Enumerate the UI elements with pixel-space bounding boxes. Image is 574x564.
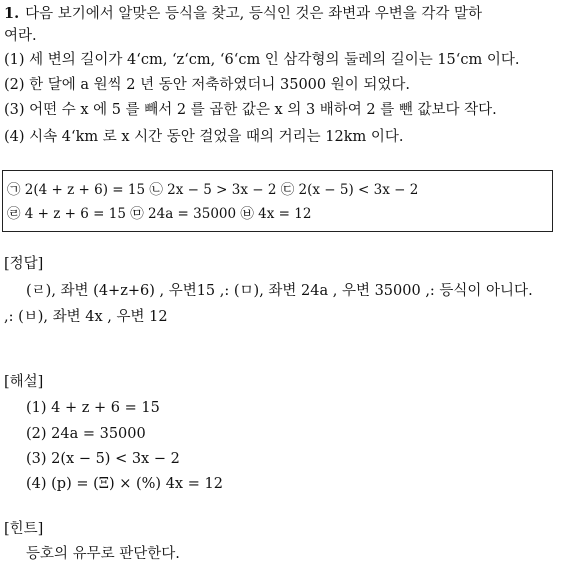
answer-line-2: ,: (ㅂ), 좌변 4x , 우변 12: [4, 309, 168, 325]
explanation-heading: [해설]: [4, 374, 44, 390]
answer-heading: [정답]: [4, 256, 44, 272]
choices-box: [2, 170, 553, 232]
explanation-item-2: (2) 24a = 35000: [26, 426, 146, 442]
hint-heading: [힌트]: [4, 521, 44, 537]
problem-item-3: (3) 어떤 수 x 에 5 를 빼서 2 를 곱한 값은 x 의 3 배하여 2 를 뺀 값보다 작다.: [4, 102, 497, 118]
explanation-item-1: (1) 4 + z + 6 = 15: [26, 400, 160, 416]
problem-stem-line1: [4, 4, 482, 24]
problem-item-2: (2) 한 달에 a 원씩 2 년 동안 저축하였더니 35000 원이 되었다.: [4, 77, 410, 93]
choices-row-2: ㉣ 4 + z + 6 = 15 ㉤ 24a = 35000 ㉥ 4x = 12: [7, 206, 312, 222]
problem-number: 1.: [4, 5, 20, 22]
answer-line-1: (ㄹ), 좌변 (4+z+6) , 우변15 ,: (ㅁ), 좌변 24a , 우변 35000 ,: 등식이 아니다.: [26, 283, 533, 299]
problem-stem-text: 다음 보기에서 알맞은 등식을 찾고, 등식인 것은 좌변과 우변을 각각 말하: [25, 6, 483, 22]
explanation-item-4: (4) (p) = (Ξ) × (%) 4x = 12: [26, 476, 223, 492]
problem-stem-line2: 여라.: [4, 28, 37, 44]
problem-item-4: (4) 시속 4‘km 로 x 시간 동안 걸었을 때의 거리는 12km 이다.: [4, 129, 404, 145]
choices-row-1: ㉠ 2(4 + z + 6) = 15 ㉡ 2x − 5 > 3x − 2 ㉢ 2(x − 5) < 3x − 2: [7, 182, 419, 198]
problem-item-1: (1) 세 변의 길이가 4‘cm, ‘z‘cm, ‘6‘cm 인 삼각형의 둘레의 길이는 15‘cm 이다.: [4, 52, 520, 68]
explanation-item-3: (3) 2(x − 5) < 3x − 2: [26, 451, 180, 467]
hint-text: 등호의 유무로 판단한다.: [26, 546, 180, 562]
